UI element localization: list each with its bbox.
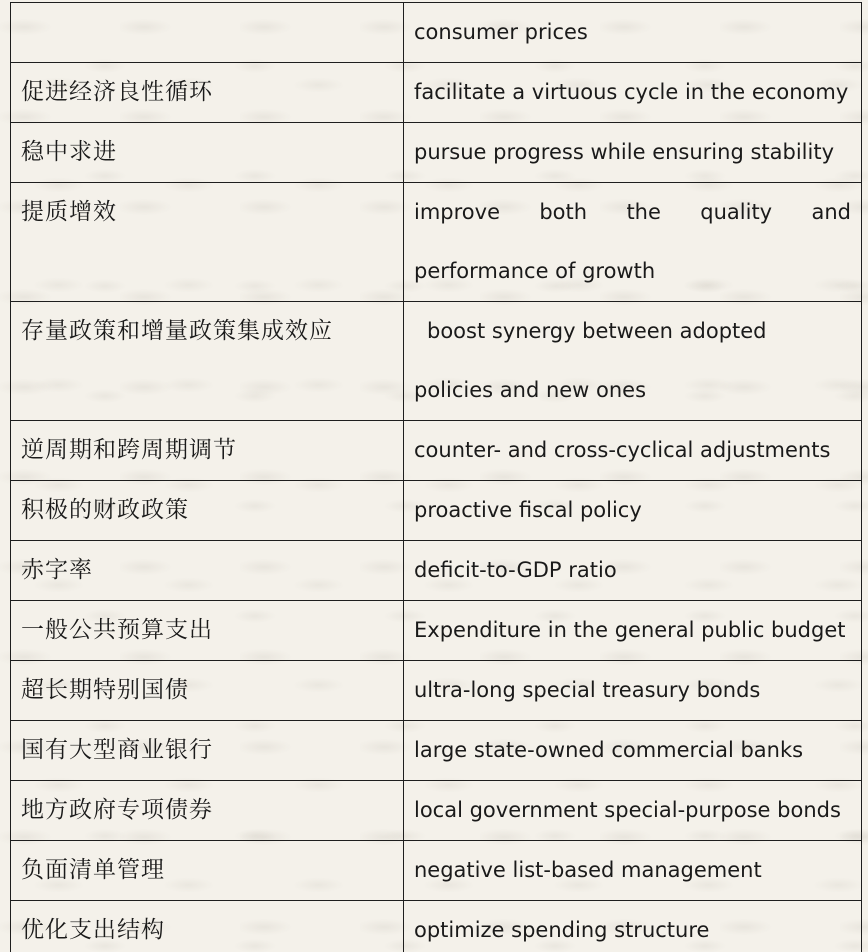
table-row (11, 302, 862, 421)
table-row (11, 841, 862, 901)
english-translation-cell: consumer prices (404, 3, 862, 63)
english-translation-cell: proactive fiscal policy (404, 481, 862, 541)
english-translation-text: boost synergy between adopted policies and new ones (414, 319, 767, 402)
table-row (11, 721, 862, 781)
chinese-term-cell: 超长期特别国债 (11, 661, 404, 721)
table-row (11, 481, 862, 541)
chinese-term-cell: 存量政策和增量政策集成效应 (11, 302, 404, 421)
english-translation-cell: pursue progress while ensuring stability (404, 123, 862, 183)
chinese-term-cell: 赤字率 (11, 541, 404, 601)
english-translation-cell (404, 302, 862, 421)
glossary-table (10, 2, 862, 952)
chinese-term-cell: 逆周期和跨周期调节 (11, 421, 404, 481)
chinese-term-cell: 负面清单管理 (11, 841, 404, 901)
chinese-term-cell: 国有大型商业银行 (11, 721, 404, 781)
english-translation-cell: negative list-based management (404, 841, 862, 901)
english-translation-cell: Expenditure in the general public budget (404, 601, 862, 661)
english-translation-cell: large state-owned commercial banks (404, 721, 862, 781)
chinese-term-cell (11, 3, 404, 63)
chinese-term-cell: 积极的财政政策 (11, 481, 404, 541)
chinese-term-cell: 优化支出结构 (11, 901, 404, 952)
chinese-term-cell: 一般公共预算支出 (11, 601, 404, 661)
table-row (11, 63, 862, 123)
table-row (11, 421, 862, 481)
table-row (11, 661, 862, 721)
table-row (11, 3, 862, 63)
table-row (11, 901, 862, 952)
english-translation-cell: facilitate a virtuous cycle in the economy (404, 63, 862, 123)
english-translation-cell: deficit-to-GDP ratio (404, 541, 862, 601)
english-translation-cell: local government special-purpose bonds (404, 781, 862, 841)
english-translation-cell: ultra-long special treasury bonds (404, 661, 862, 721)
table-row (11, 781, 862, 841)
table-row (11, 123, 862, 183)
chinese-term-cell: 促进经济良性循环 (11, 63, 404, 123)
table-row (11, 601, 862, 661)
table-row (11, 541, 862, 601)
english-translation-cell: improve both the quality and performance of growth (404, 183, 862, 302)
english-translation-cell: optimize spending structure (404, 901, 862, 952)
chinese-term-cell: 稳中求进 (11, 123, 404, 183)
chinese-term-cell: 提质增效 (11, 183, 404, 302)
chinese-term-cell: 地方政府专项债券 (11, 781, 404, 841)
english-translation-cell: counter- and cross-cyclical adjustments (404, 421, 862, 481)
table-row (11, 183, 862, 302)
